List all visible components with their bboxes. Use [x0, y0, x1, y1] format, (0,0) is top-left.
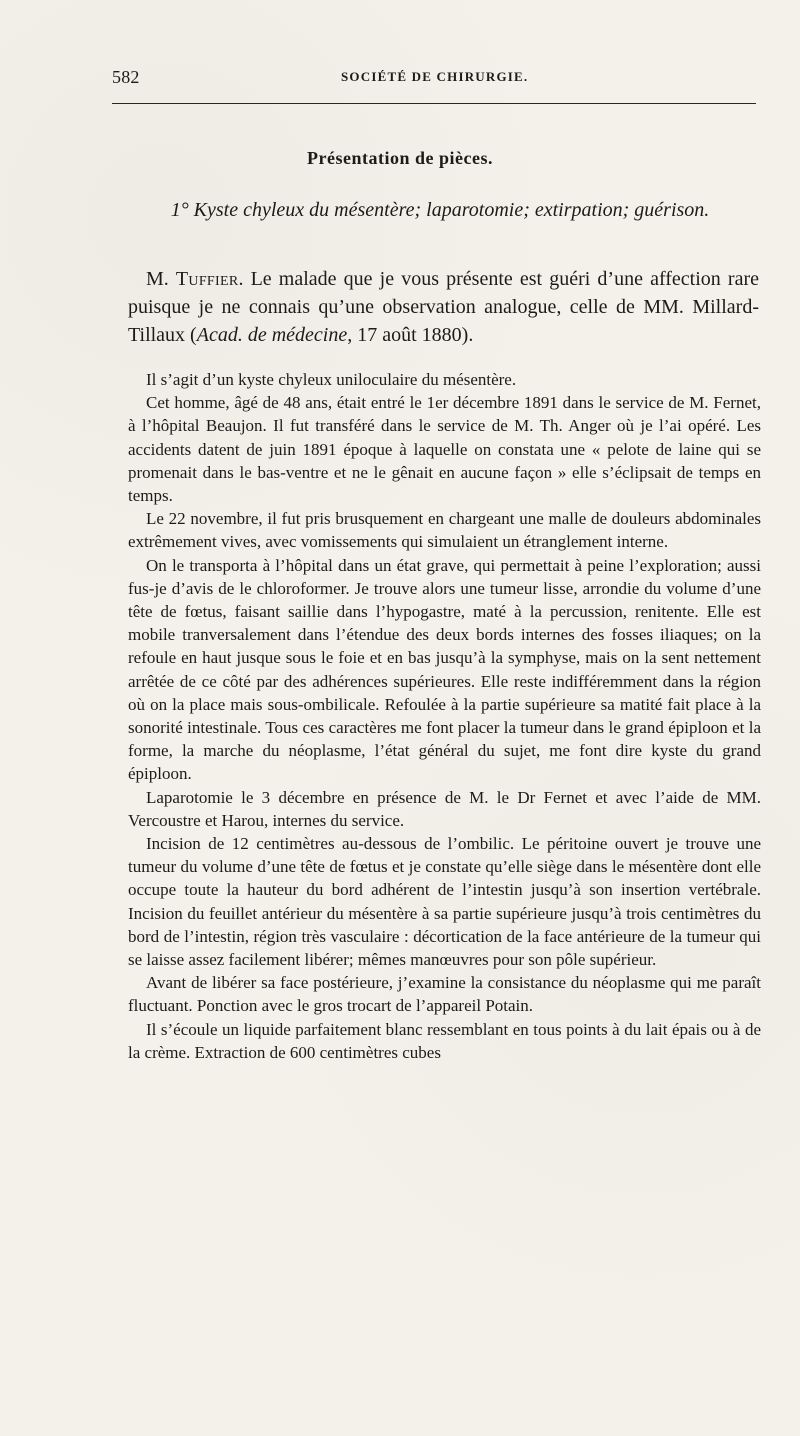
section-title: Présentation de pièces. [307, 148, 493, 168]
body-paragraph: Cet homme, âgé de 48 ans, était entré le 1er décembre 1891 dans le service de M. Fernet, à l’hôpital Beaujon. Il fut transféré dans le service de M. Th. Anger où je l’ai opéré. Les accidents datent de juin 1891 époque à laquelle on constata une « pelote de laine qui se promenait dans le bas-ventre et ne le gênait en aucune façon » elle s’éclipsait de temps en temps. [128, 393, 761, 506]
article-body [128, 368, 761, 1064]
introductory-paragraph [128, 265, 759, 349]
body-paragraph: On le transporta à l’hôpital dans un état grave, qui permettait à peine l’exploration; aussi fus-je d’avis de le chloroformer. Je trouve alors une tumeur lisse, arrondie du volume d’une tête de fœtus, faisant saillie dans l’hypogastre, maté à la percussion, renitente. Elle est mobile tranversalement dans l’étendue des deux bords internes des fosses iliaques; on la refoule en haut jusque sous le foie et en bas jusqu’à la symphyse, mais on la sent nettement arrêtée de ce côté par des adhérences supérieures. Elle reste indifféremment dans la région où on la place mais sous-ombilicale. Refoulée à la partie supérieure sa matité fait place à la sonorité intestinale. Tous ces caractères me font placer la tumeur dans le grand épiploon et la forme, la marche du néoplasme, l’état général du sujet, me font dire kyste du grand épiploon. [128, 555, 761, 784]
body-paragraph: Avant de libérer sa face postérieure, j’examine la consistance du néoplasme qui me paraît fluctuant. Ponction avec le gros trocart de l’appareil Potain. [128, 973, 761, 1016]
header-rule [112, 103, 756, 104]
running-head: SOCIÉTÉ DE CHIRURGIE. [341, 69, 529, 84]
body-paragraph: Il s’écoule un liquide parfaitement blanc ressemblant en tous points à du lait épais ou à de la crème. Extraction de 600 centimètres cubes [128, 1019, 761, 1062]
citation-date: , 17 août 1880). [347, 324, 474, 346]
intro-text: . Le malade que je vous présente est guéri d’une affection rare puisque je ne connais qu’une observation analogue, celle de MM. Millard-Tillaux ( [128, 268, 759, 346]
case-title: 1° Kyste chyleux du mésentère; laparotomie; extirpation; guérison. [170, 199, 710, 221]
body-paragraph: Incision de 12 centimètres au-dessous de l’ombilic. Le péritoine ouvert je trouve une tumeur du volume d’une tête de fœtus et je constate qu’elle siège dans le mésentère dont elle occupe toute la hauteur du bord adhérent de l’intestin jusqu’à son insertion vertébrale. Incision du feuillet antérieur du mésentère à sa partie supérieure jusqu’à trois centimètres du bord de l’intestin, région très vasculaire : décortication de la face antérieure de la tumeur qui se laisse assez facilement libérer; mêmes manœuvres pour son pôle supérieur. [128, 834, 761, 970]
body-paragraph: Laparotomie le 3 décembre en présence de M. le Dr Fernet et avec l’aide de MM. Vercoustre et Harou, internes du service. [128, 787, 761, 830]
page-number: 582 [112, 67, 140, 87]
body-paragraph: Il s’agit d’un kyste chyleux uniloculaire du mésentère. [146, 370, 517, 389]
speaker-prefix: M. [146, 268, 176, 290]
page-header [112, 67, 752, 91]
speaker-name: Tuffier [175, 268, 239, 290]
body-paragraph: Le 22 novembre, il fut pris brusquement en chargeant une malle de douleurs abdominales extrêmement vives, avec vomissements qui simulaient un étranglement interne. [128, 509, 761, 552]
citation-title: Acad. de médecine [196, 324, 348, 346]
